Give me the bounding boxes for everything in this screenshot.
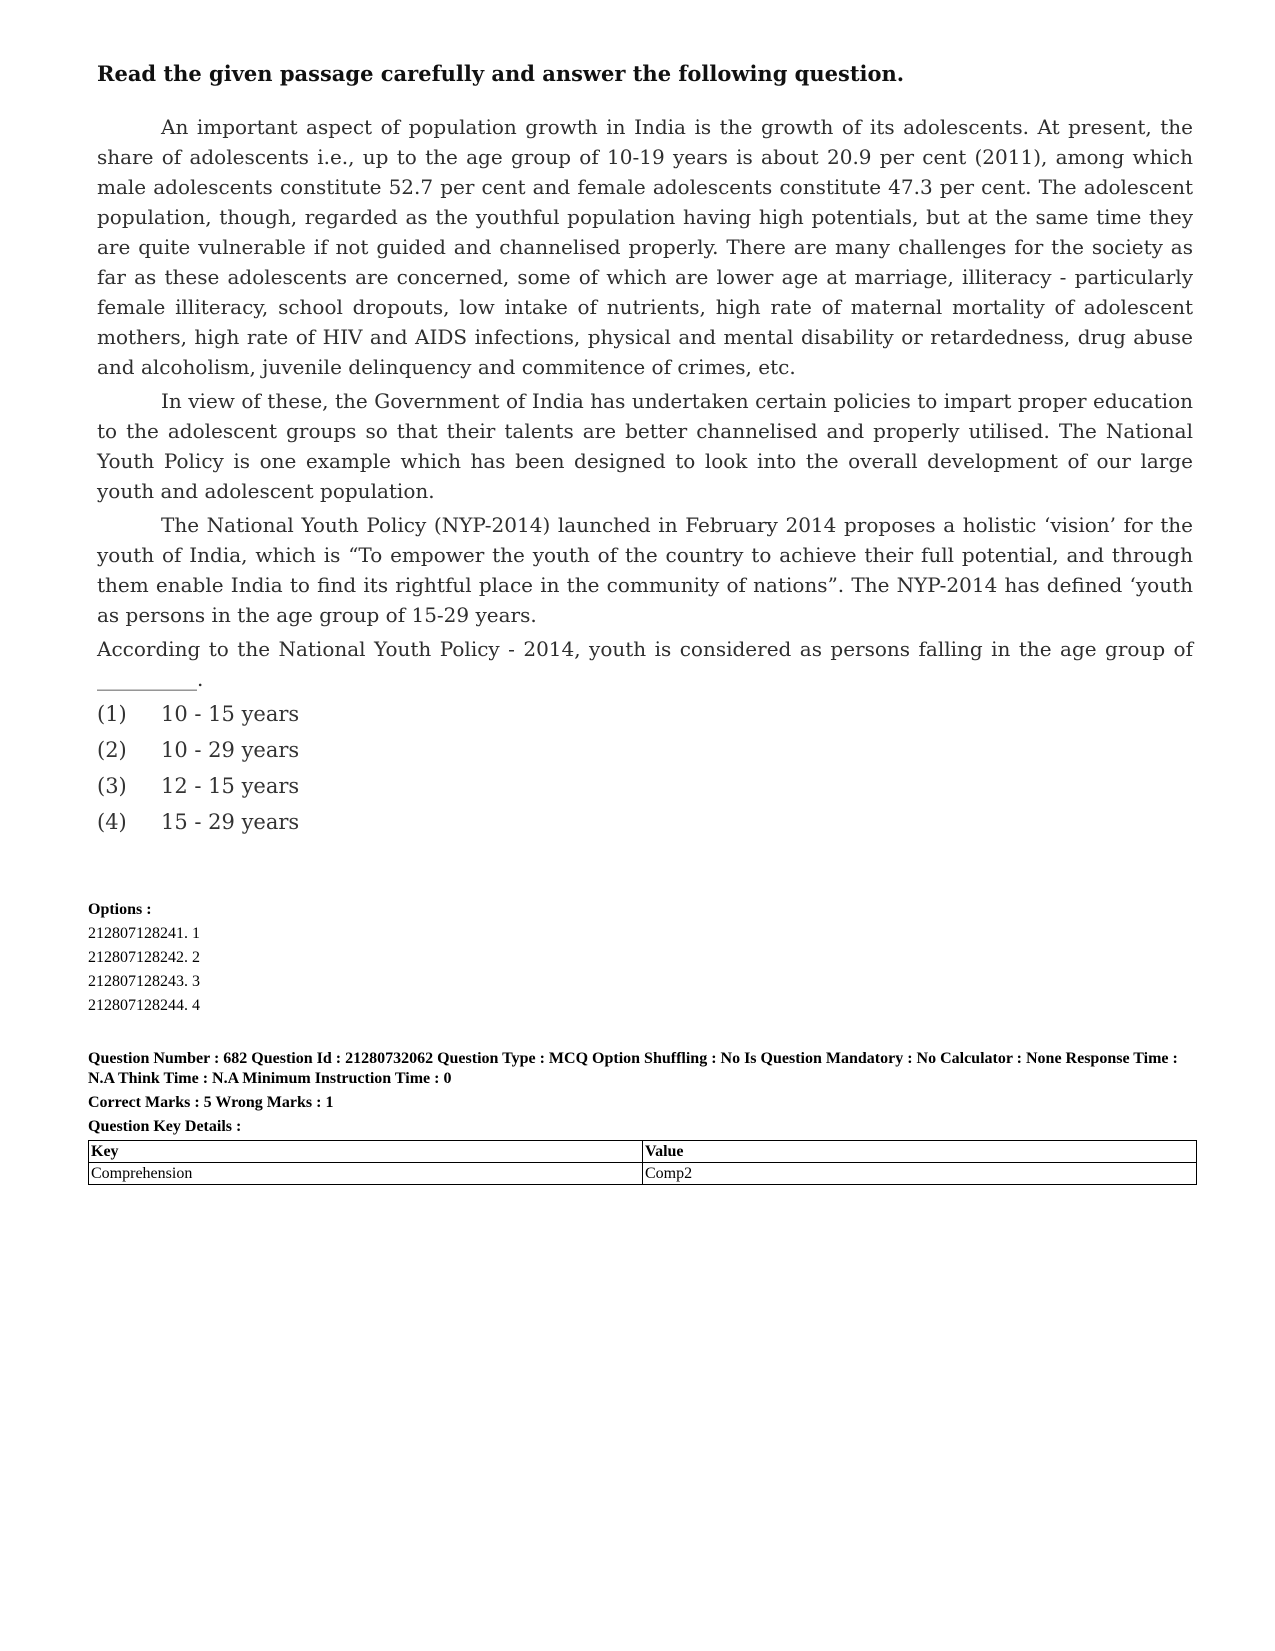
table-header-key: Key [89, 1141, 643, 1163]
table-cell-value: Comp2 [643, 1163, 1197, 1185]
table-header-row [89, 1141, 1197, 1163]
choice-item [97, 732, 1193, 768]
question-info: Question Number : 682 Question Id : 21280732062 Question Type : MCQ Option Shuffling : No Is Question Mandatory : No Calculator : None Response Time : N.A Think Time : N.A Minimum Instruction Time : 0 [88, 1050, 1178, 1087]
choice-item [97, 804, 1193, 840]
choice-number: (4) [97, 810, 127, 834]
choice-number: (2) [97, 738, 127, 762]
choice-text: 10 - 29 years [161, 738, 300, 762]
choice-text: 15 - 29 years [161, 810, 300, 834]
instruction-heading: Read the given passage carefully and answer the following question. [97, 61, 905, 86]
choice-text: 12 - 15 years [161, 774, 300, 798]
question-meta [88, 898, 1188, 1185]
key-details-table [88, 1140, 1197, 1185]
passage-paragraph-2: In view of these, the Government of India has undertaken certain policies to impart proper education to the adolescent groups so that their talents are better channelised and properly utilised. The National Youth Policy is one example which has been designed to look into the overall development of our large youth and adolescent population. [97, 389, 1193, 503]
option-line: 212807128241. 1 [88, 925, 200, 942]
key-details-label: Question Key Details : [88, 1118, 242, 1135]
choice-item [97, 768, 1193, 804]
question-text: According to the National Youth Policy - 2014, youth is considered as persons falling in the age group of __________. [97, 637, 1193, 691]
choice-number: (3) [97, 774, 127, 798]
option-line: 212807128243. 3 [88, 973, 200, 990]
passage-image [97, 62, 1193, 840]
choice-text: 10 - 15 years [161, 702, 300, 726]
passage-paragraph-1: An important aspect of population growth in India is the growth of its adolescents. At present, the share of adolescents i.e., up to the age group of 10-19 years is about 20.9 per cent (2011), among which male adolescents constitute 52.7 per cent and female adolescents constitute 47.3 per cent. The adolescent population, though, regarded as the youthful population having high potentials, but at the same time they are quite vulnerable if not guided and channelised properly. There are many challenges for the society as far as these adolescents are concerned, some of which are lower age at marriage, illiteracy - particularly female illiteracy, school dropouts, low intake of nutrients, high rate of maternal mortality of adolescent mothers, high rate of HIV and AIDS infections, physical and mental disability or retardedness, drug abuse and alcoholism, juvenile delinquency and commitence of crimes, etc. [97, 115, 1193, 379]
choice-item [97, 696, 1193, 732]
option-line: 212807128244. 4 [88, 997, 200, 1014]
table-cell-key: Comprehension [89, 1163, 643, 1185]
options-label: Options : [88, 901, 152, 918]
choice-list [97, 696, 1193, 840]
choice-number: (1) [97, 702, 127, 726]
table-row [89, 1163, 1197, 1185]
marks-info: Correct Marks : 5 Wrong Marks : 1 [88, 1094, 334, 1111]
table-header-value: Value [643, 1141, 1197, 1163]
passage-paragraph-3: The National Youth Policy (NYP-2014) launched in February 2014 proposes a holistic ‘vision’ for the youth of India, which is “To empower the youth of the country to achieve their full potential, and through them enable India to find its rightful place in the community of nations”. The NYP-2014 has defined ‘youth as persons in the age group of 15-29 years. [97, 513, 1193, 627]
option-line: 212807128242. 2 [88, 949, 200, 966]
